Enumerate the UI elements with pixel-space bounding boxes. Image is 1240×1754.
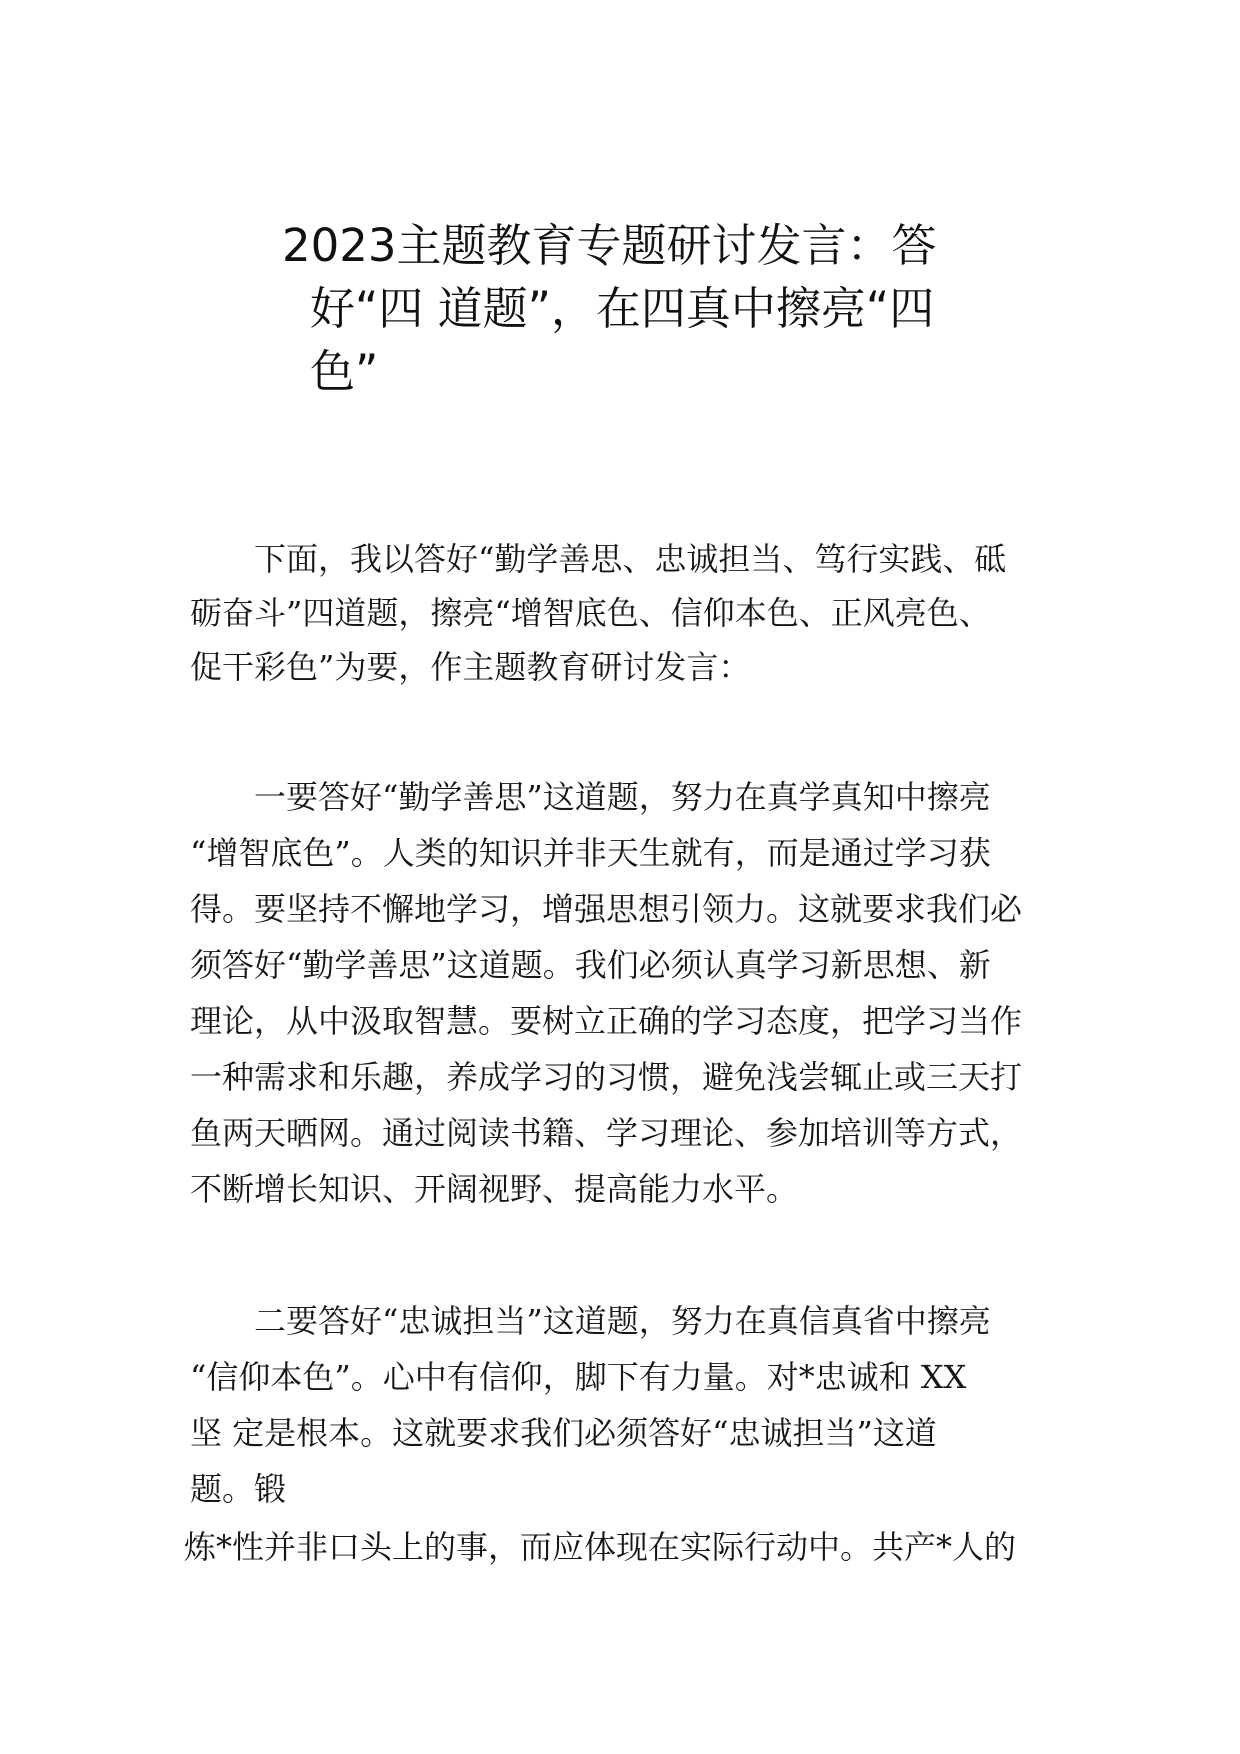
- paragraph-1-line-2: 砺奋斗”四道题，擦亮“增智底色、信仰本色、正风亮色、: [190, 594, 991, 632]
- paragraph-2-line-7: 鱼两天晒网。通过阅读书籍、学习理论、参加培训等方式，: [190, 1114, 1023, 1152]
- paragraph-2-line-2: “增智底色”。人类的知识并非天生就有，而是通过学习获: [190, 834, 991, 872]
- paragraph-2-line-3: 得。要坚持不懈地学习，增强思想引领力。这就要求我们必: [190, 890, 1023, 928]
- paragraph-1-line-3: 促干彩色”为要，作主题教育研讨发言：: [190, 648, 751, 686]
- paragraph-2-line-6: 一种需求和乐趣，养成学习的习惯，避免浅尝辄止或三天打: [190, 1058, 1023, 1096]
- paragraph-2-line-4: 须答好“勤学善思”这道题。我们必须认真学习新思想、新: [190, 946, 991, 984]
- paragraph-2-line-1: 一要答好“勤学善思”这道题，努力在真学真知中擦亮: [190, 778, 991, 816]
- document-title-line-1: 2023主题教育专题研讨发言：答: [282, 219, 937, 272]
- paragraph-3-line-5: 炼*性并非口头上的事，而应体现在实际行动中。共产*人的: [184, 1528, 1017, 1566]
- paragraph-3-line-3: 坚 定是根本。这就要求我们必须答好“忠诚担当”这道: [190, 1414, 937, 1452]
- paragraph-1-line-1: 下面，我以答好“勤学善思、忠诚担当、笃行实践、砥: [190, 540, 1007, 578]
- paragraph-2-line-8: 不断增长知识、开阔视野、提高能力水平。: [190, 1170, 799, 1208]
- paragraph-3-line-1: 二要答好“忠诚担当”这道题，努力在真信真省中擦亮: [190, 1302, 991, 1340]
- paragraph-3-line-4: 题。锻: [190, 1470, 287, 1508]
- paragraph-3-line-2: “信仰本色”。心中有信仰，脚下有力量。对*忠诚和 XX: [190, 1358, 967, 1396]
- paragraph-2-line-5: 理论，从中汲取智慧。要树立正确的学习态度，把学习当作: [190, 1002, 1023, 1040]
- document-title-line-2: 好“四 道题”，在四真中擦亮“四: [310, 282, 935, 335]
- document-title-line-3: 色”: [310, 345, 379, 398]
